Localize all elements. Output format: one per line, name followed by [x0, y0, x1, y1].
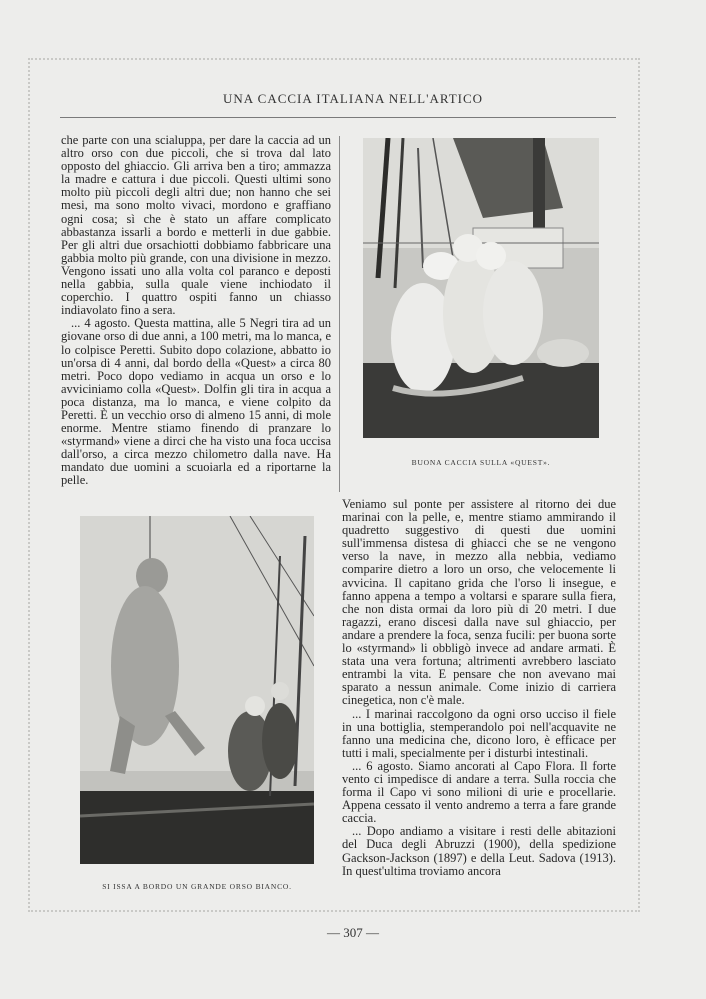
photo-hoist-drawing	[80, 516, 314, 864]
photo-hoisted-bear	[80, 516, 314, 864]
photo-bears-on-deck	[363, 138, 599, 438]
paragraph: ... 6 agosto. Siamo ancorati al Capo Flora. Il forte vento ci impedisce di andare a terra. Sulla roccia che forma il Capo vi sono milioni di urie e procellarie. Appena cessato il vento andremo a terra a fare grande caccia.	[342, 758, 616, 826]
running-header: UNA CACCIA ITALIANA NELL'ARTICO	[222, 91, 484, 106]
column-divider	[339, 136, 340, 492]
paragraph: Veniamo sul ponte per assistere al ritorno dei due marinai con la pelle, e, mentre stiamo ammirando il quadretto suggestivo di questi due uomini sull'immensa distesa di ghiacci che se ne vengono verso la nave, in mezzo alla nebbia, vediamo comparire dietro a loro un orso, che velocemente li avvicina. Il capitano grida che l'orso li insegue, e fanno appena a tempo a voltarsi e sparare sulla fiera, che non dista ormai da loro più di 20 metri. I due ragazzi, erano discesi dalla nave sul ghiaccio, per andare a prendere la foca, senza fucili: per buona sorte lo «styrmand» li obbligò invece ad andare armati. È stata una vera fortuna; altrimenti avrebbero lasciato entrambi la vita. E pensare che non avevano mai sparato a nessun animale. Come inizio di carriera cinegetica, non c'è male.	[342, 497, 616, 708]
caption-bears: BUONA CACCIA SULLA «QUEST».	[411, 458, 551, 467]
caption-hoist: SI ISSA A BORDO UN GRANDE ORSO BIANCO.	[102, 882, 292, 891]
right-column	[342, 498, 616, 878]
paragraph: ... 4 agosto. Questa mattina, alle 5 Negri tira ad un giovane orso di due anni, a 100 metri, ma lo manca, e lo colpisce Peretti. Subito dopo colazione, abbatto io un'orsa di 4 anni, dal bordo della «Quest» a circa 80 metri. Poco dopo vediamo in acqua un orso e lo avviciniamo colla «Quest». Dolfin gli tira in acqua a poca distanza, ma lo manca, e viene colpito da Peretti. È un vecchio orso di almeno 15 anni, di mole enorme. Mentre stiamo finendo di pranzare lo «styrmand» viene a dirci che ha visto una foca uccisa dall'orso, a circa mezzo chilometro dalla nave. Ha mandato due uomini a scuoiarla ed a riportarne la pelle.	[61, 316, 331, 488]
paragraph: ... Dopo andiamo a visitare i resti delle abitazioni del Duca degli Abruzzi (1900), della spedizione Gackson-Jackson (1897) e della Leut. Sadova (1913). In quest'ultima troviamo ancora	[342, 824, 616, 878]
left-column	[61, 134, 331, 488]
paragraph: che parte con una scialuppa, per dare la caccia ad un altro orso con due piccoli, che si trova dal lato opposto del ghiaccio. Gli arriva ben a tiro; ammazza la madre e cattura i due piccoli. Questi ultimi sono molto più piccoli degli altri due; non hanno che sei mesi, ma sono molto vivaci, mordono e graffiano ogni cosa; sì che è stato un affare complicato abbastanza issarli a bordo e metterli in due gabbie. Per gli altri due orsachiotti dobbiamo fabbricare una gabbia molto più grande, con una divisione in mezzo. Vengono issati uno alla volta col paranco e deposti nella gabbia, sulla quale viene inchiodato il coperchio. I quattro ospiti fanno un chiasso indiavolato fino a sera.	[61, 133, 331, 318]
header-rule	[60, 117, 616, 118]
paragraph: ... I marinai raccolgono da ogni orso ucciso il fiele in una bottiglia, stemperandolo poi nell'acquavite ne fanno una medicina che, dicono loro, è efficace per tutti i mali, specialmente per i disturbi intestinali.	[342, 706, 616, 760]
photo-bears-drawing	[363, 138, 599, 438]
page-number: — 307 —	[327, 925, 379, 940]
